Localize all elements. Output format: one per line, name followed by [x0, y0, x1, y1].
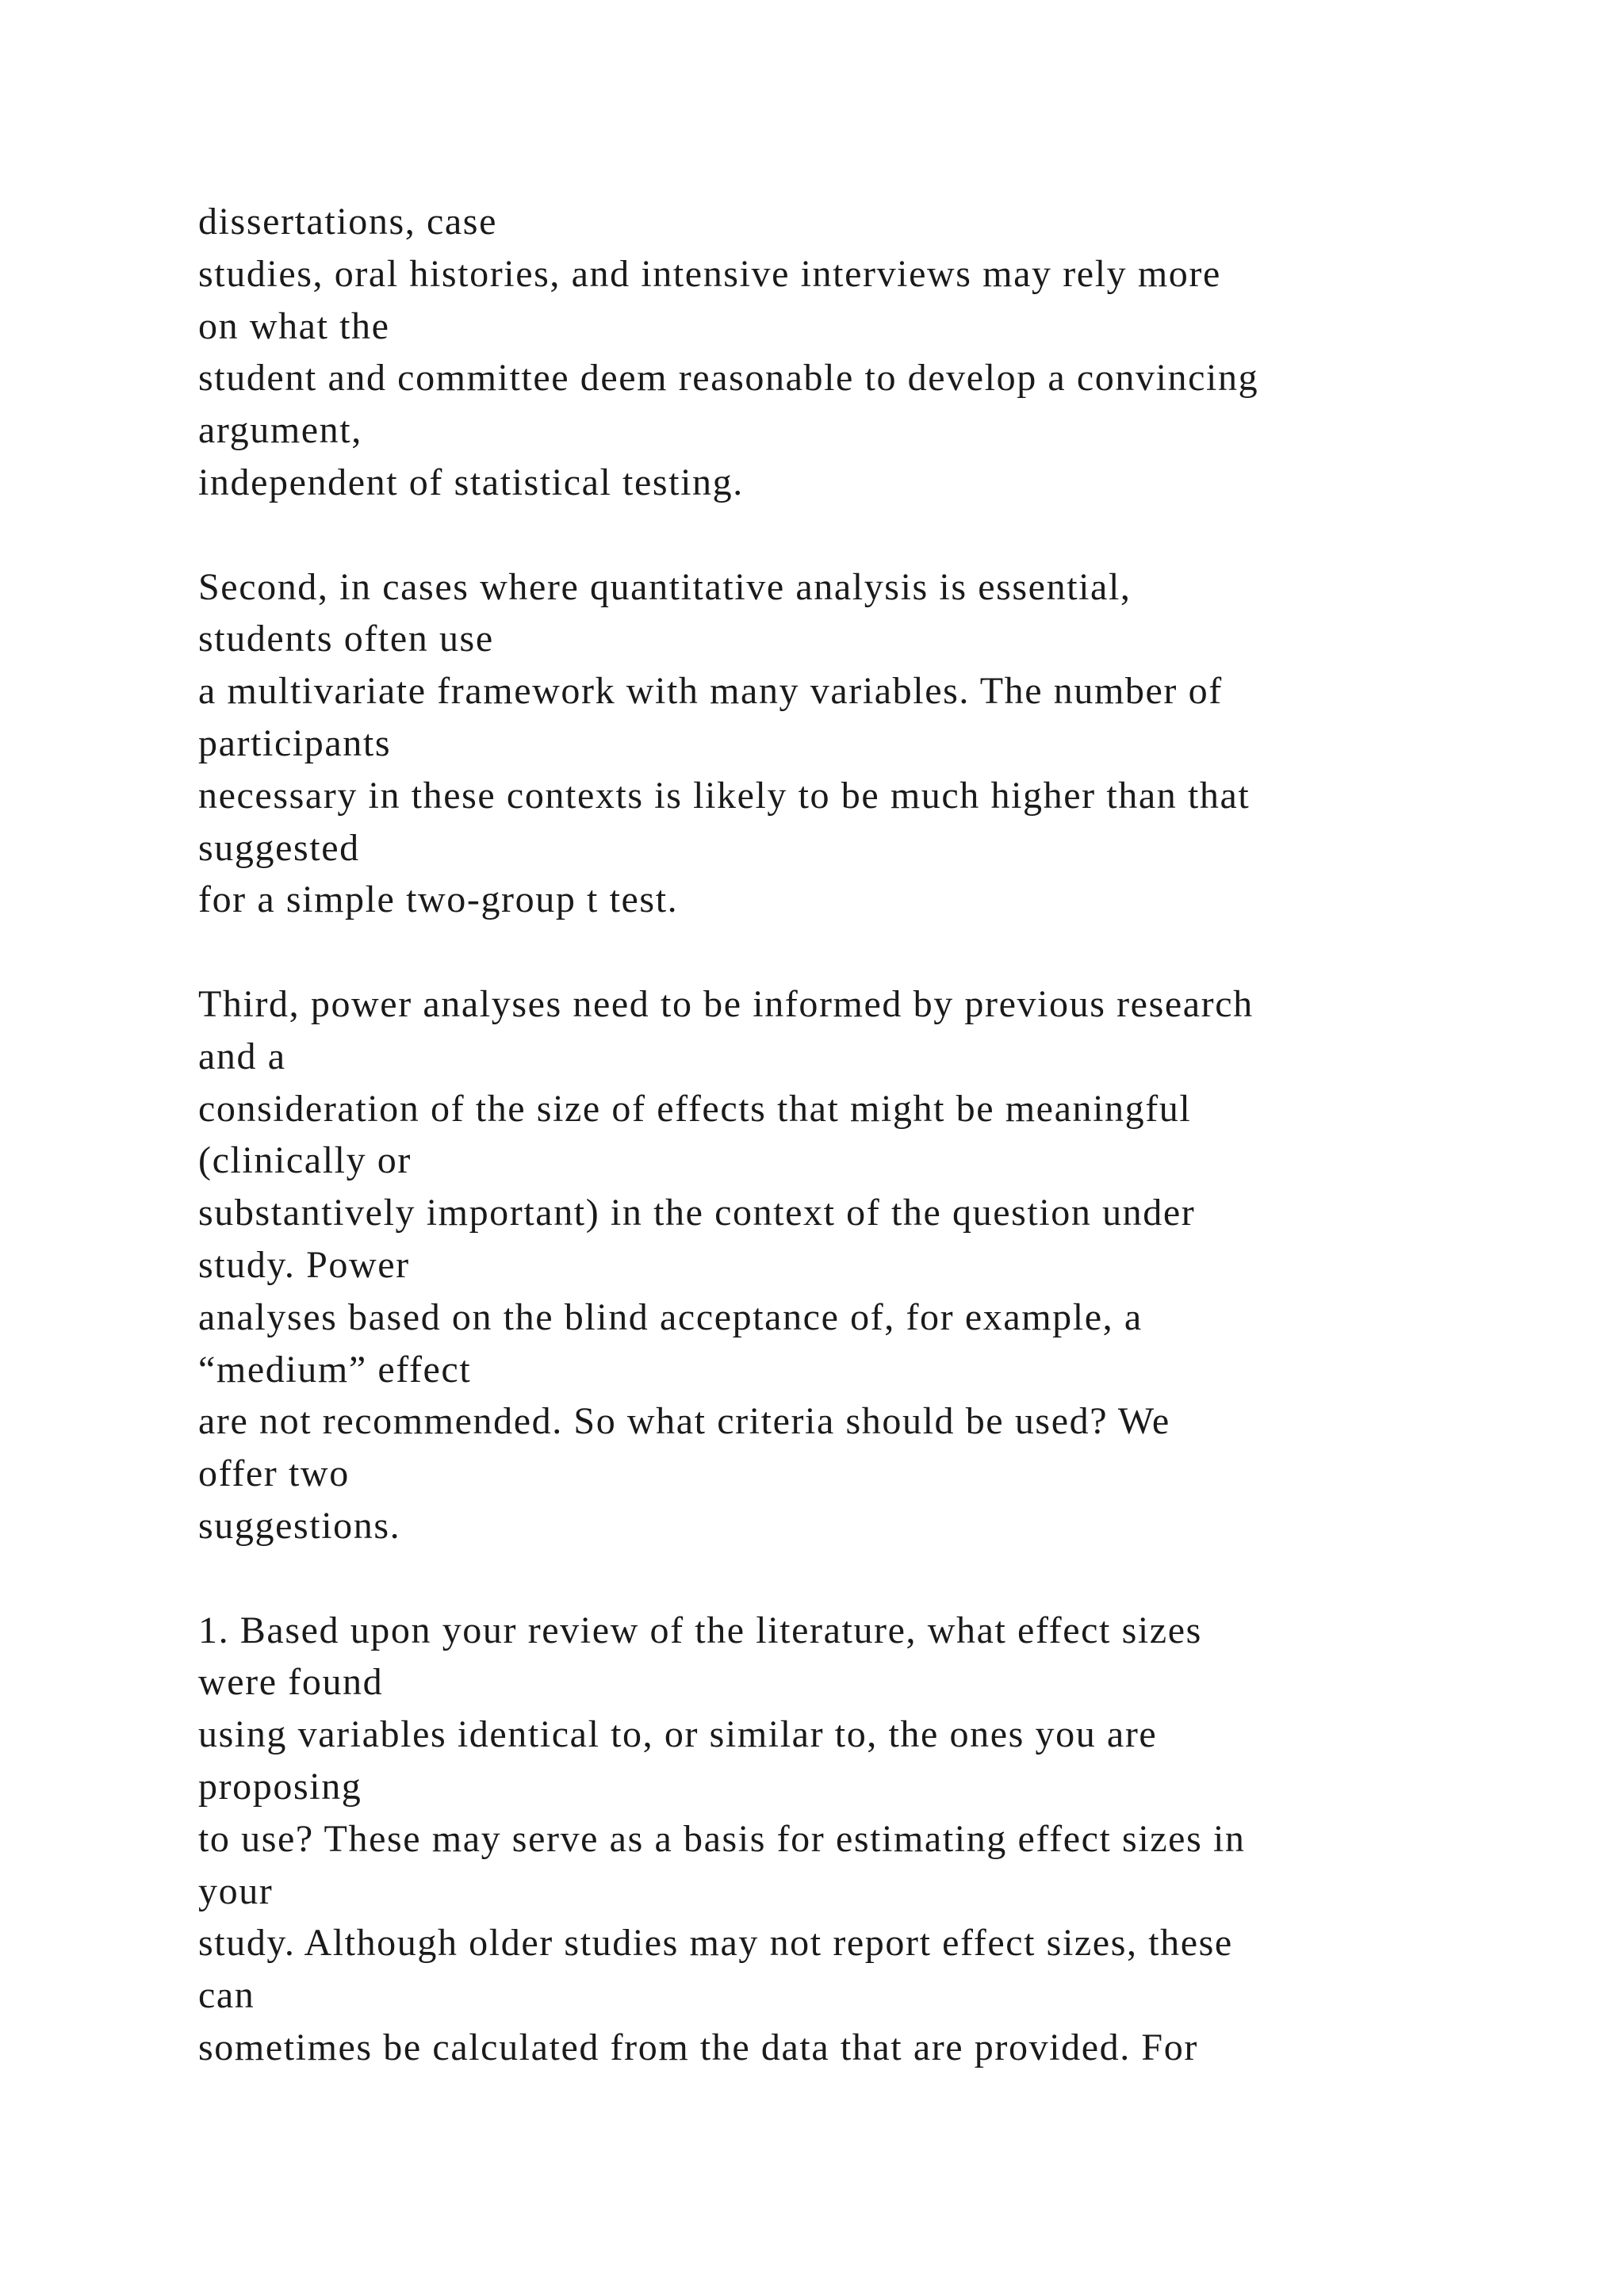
text-line: student and committee deem reasonable to develop a convincing: [198, 357, 1259, 400]
text-line: students often use: [198, 618, 494, 660]
paragraph-spacer: [198, 926, 1546, 978]
text-line: suggestions.: [198, 1504, 401, 1547]
document-body: [198, 196, 1546, 2074]
paragraph-spacer: [198, 1552, 1546, 1605]
text-line: using variables identical to, or similar to, the ones you are: [198, 1713, 1158, 1756]
text-line: studies, oral histories, and intensive interviews may rely more: [198, 252, 1221, 295]
text-line: substantively important) in the context of the question under: [198, 1192, 1196, 1234]
text-line: your: [198, 1869, 274, 1912]
text-line: independent of statistical testing.: [198, 461, 744, 503]
paragraph-spacer: [198, 509, 1546, 561]
paragraph-4: [198, 1605, 1546, 2074]
text-line: study. Power: [198, 1243, 410, 1286]
text-line: proposing: [198, 1765, 362, 1808]
text-line: to use? These may serve as a basis for estimating effect sizes in: [198, 1817, 1246, 1860]
text-line: suggested: [198, 826, 360, 869]
text-line: were found: [198, 1661, 384, 1704]
text-line: for a simple two-group t test.: [198, 878, 679, 921]
text-line: participants: [198, 721, 392, 764]
paragraph-2: [198, 561, 1546, 927]
text-line: necessary in these contexts is likely to be much higher than that: [198, 774, 1251, 817]
text-line: are not recommended. So what criteria should be used? We: [198, 1400, 1170, 1443]
text-line: (clinically or: [198, 1139, 412, 1182]
text-line: can: [198, 1974, 255, 2017]
paragraph-3: [198, 978, 1546, 1552]
text-line: a multivariate framework with many variables. The number of: [198, 670, 1223, 713]
text-line: “medium” effect: [198, 1348, 472, 1391]
text-line: Second, in cases where quantitative analysis is essential,: [198, 565, 1132, 608]
text-line: 1. Based upon your review of the literature, what effect sizes: [198, 1609, 1202, 1651]
text-line: study. Although older studies may not report effect sizes, these: [198, 1922, 1233, 1965]
text-line: offer two: [198, 1452, 350, 1495]
text-line: and a: [198, 1035, 286, 1077]
text-line: analyses based on the blind acceptance of, for example, a: [198, 1295, 1143, 1338]
paragraph-1: [198, 196, 1546, 509]
text-line: sometimes be calculated from the data that are provided. For: [198, 2026, 1198, 2068]
text-line: dissertations, case: [198, 201, 497, 243]
text-line: consideration of the size of effects that might be meaningful: [198, 1087, 1192, 1130]
text-line: Third, power analyses need to be informed by previous research: [198, 982, 1254, 1025]
text-line: argument,: [198, 409, 362, 452]
text-line: on what the: [198, 304, 390, 347]
